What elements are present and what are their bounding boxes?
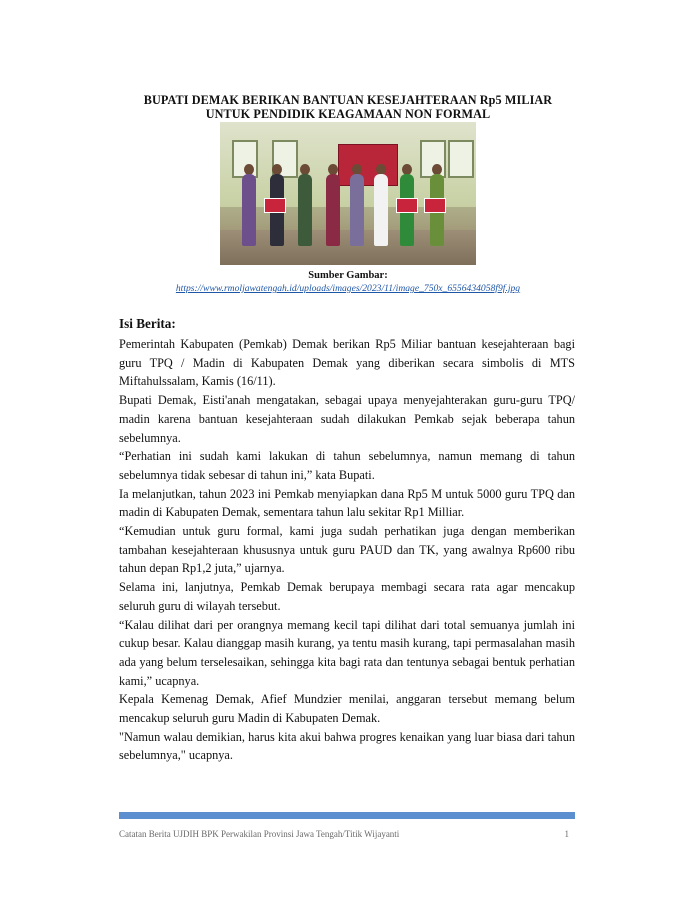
paragraph: "Namun walau demikian, harus kita akui bahwa progres kenaikan yang luar biasa dari tahun sebelumnya," ucapnya. [119, 729, 575, 763]
footer-text: Catatan Berita UJDIH BPK Perwakilan Provinsi Jawa Tengah/Titik Wijayanti [119, 829, 400, 839]
paragraph: Ia melanjutkan, tahun 2023 ini Pemkab menyiapkan dana Rp5 M untuk 5000 guru TPQ dan madin di Kabupaten Demak, sementara tahun lalu sekitar Rp1 Milliar. [119, 486, 575, 520]
document-title [100, 93, 596, 121]
paragraph: Kepala Kemenag Demak, Afief Mundzier menilai, anggaran tersebut memang belum mencakup seluruh guru Madin di Kabupaten Demak. [119, 692, 575, 726]
title-line-1: BUPATI DEMAK BERIKAN BANTUAN KESEJAHTERAAN Rp5 MILIAR [143, 93, 553, 107]
paragraph: “Kalau dilihat dari per orangnya memang kecil tapi dilihat dari total semuanya jumlah ini cukup besar. Kalau dianggap masih kurang, ya tentu masih kurang, tapi permasalahan masih ada yang belum terselesaikan, sehingga kita bagi rata dan tentunya sebagai bentuk perhatian kami,” ucapnya. [119, 617, 575, 688]
page-footer [119, 829, 575, 839]
person [326, 174, 340, 246]
paragraph: Bupati Demak, Eisti'anah mengatakan, sebagai upaya menyejahterakan guru-guru TPQ/ madin karena bantuan kesejahteraan sudah dilakukan Pemkab sejak beberapa tahun sebelumnya. [119, 393, 575, 445]
figure-caption: Sumber Gambar: [308, 270, 388, 281]
person [298, 174, 312, 246]
article-body [119, 335, 575, 765]
donation-board [264, 198, 286, 213]
donation-board [396, 198, 418, 213]
person [374, 174, 388, 246]
person [350, 174, 364, 246]
photo-banner [338, 144, 398, 186]
donation-board [424, 198, 446, 213]
section-heading: Isi Berita: [119, 316, 176, 331]
page-number: 1 [564, 829, 569, 839]
image-source-link[interactable]: https://www.rmoljawatengah.id/uploads/images/2023/11/image_750x_6556434058f9f.jpg [175, 283, 521, 294]
footer-rule [119, 812, 575, 819]
person [242, 174, 256, 246]
news-photo [220, 122, 476, 265]
paragraph: Pemerintah Kabupaten (Pemkab) Demak berikan Rp5 Miliar bantuan kesejahteraan bagi guru TPQ / Madin di Kabupaten Demak yang diberikan secara simbolis di MTS Miftahulssalam, Kamis (16/11). [119, 337, 575, 389]
photo-window [448, 140, 474, 178]
title-line-2: UNTUK PENDIDIK KEAGAMAAN NON FORMAL [205, 107, 491, 121]
paragraph: Selama ini, lanjutnya, Pemkab Demak berupaya membagi secara rata agar mencakup seluruh guru di wilayah tersebut. [119, 580, 575, 613]
paragraph: “Perhatian ini sudah kami lakukan di tahun sebelumnya, namun memang di tahun sebelumnya tidak sebesar di tahun ini,” kata Bupati. [119, 449, 575, 482]
paragraph: “Kemudian untuk guru formal, kami juga sudah perhatikan juga dengan memberikan tambahan kesejahteraan khususnya untuk guru PAUD dan TK, yang awalnya Rp600 ribu tahun depan Rp1,2 juta,” ujarnya. [119, 524, 575, 576]
